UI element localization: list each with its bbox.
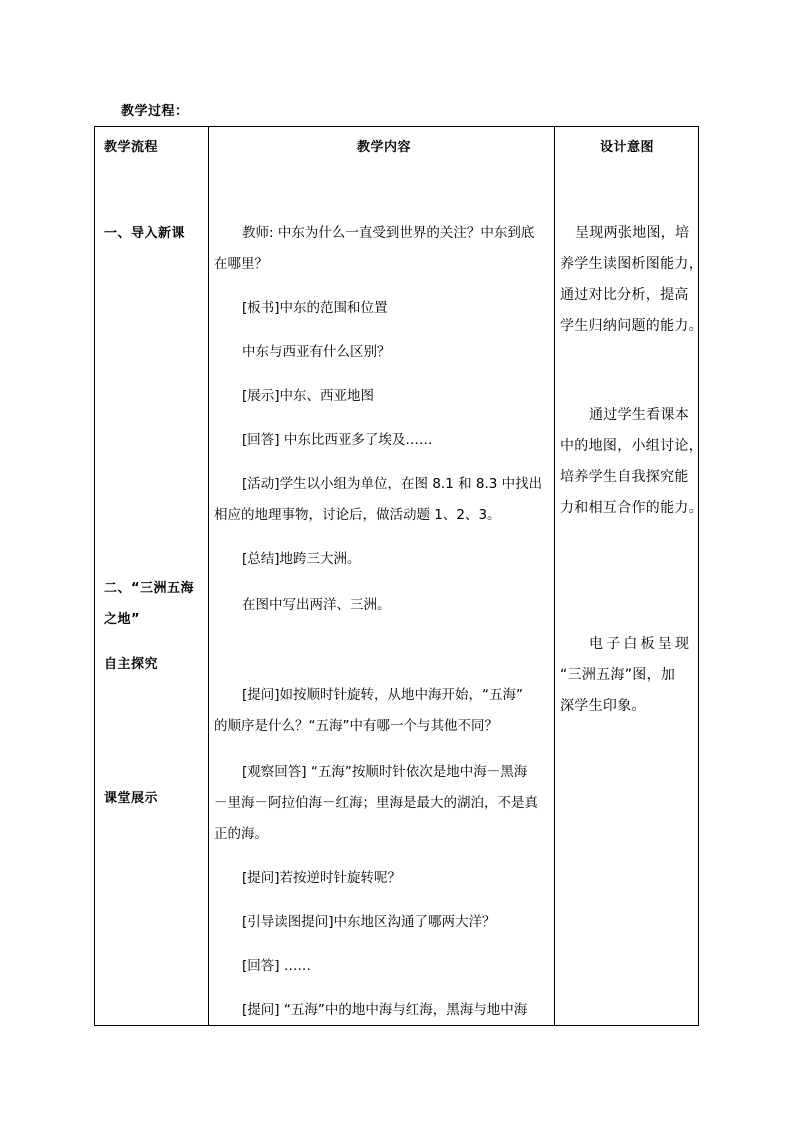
intent-line: 养学生读图析图能力， — [560, 256, 703, 272]
content-line: 相应的地理事物，讨论后，做活动题 1、2、3。 — [214, 507, 501, 523]
content-line: [总结]地跨三大洲。 — [242, 551, 361, 567]
intent-line: 中的地图，小组讨论， — [560, 438, 703, 454]
intent-line: 电子白板呈现 — [589, 636, 693, 652]
column-header-intent: 设计意图 — [600, 140, 655, 155]
content-line: 在图中写出两洋、三洲。 — [242, 597, 391, 613]
content-line: [活动]学生以小组为单位，在图 8.1 和 8.3 中找出 — [242, 476, 543, 492]
intent-line: 通过对比分析，提高 — [560, 287, 689, 303]
flow-step-self-explore: 自主探究 — [104, 657, 159, 672]
section-heading: 教学过程： — [121, 104, 189, 119]
content-line: 正的海。 — [214, 826, 268, 842]
column-header-flow: 教学流程 — [104, 140, 159, 155]
intent-line: “三洲五海”图，加 — [560, 667, 676, 683]
content-line: [引导读图提问]中东地区沟通了哪两大洋？ — [242, 914, 496, 930]
intent-line: 培养学生自我探究能 — [560, 469, 689, 485]
content-line: [提问]如按顺时针旋转，从地中海开始，“五海” — [242, 687, 524, 703]
flow-step-three-continents-cont: 之地” — [104, 612, 141, 627]
column-divider — [208, 127, 209, 1025]
flow-step-three-continents: 二、“三洲五海 — [104, 581, 195, 596]
content-line: [提问]若按逆时针旋转呢？ — [242, 870, 402, 886]
column-divider — [554, 127, 555, 1025]
content-line: [展示]中东、西亚地图 — [242, 388, 375, 404]
intent-line: 深学生印象。 — [560, 698, 646, 714]
content-line: [板书]中东的范围和位置 — [242, 300, 388, 316]
intent-line: 力和相互合作的能力。 — [560, 500, 703, 516]
flow-step-class-display: 课堂展示 — [104, 791, 159, 806]
content-line: [观察回答] “五海”按顺时针依次是地中海－黑海 — [242, 764, 528, 780]
flow-step-intro: 一、导入新课 — [104, 226, 186, 241]
column-header-content: 教学内容 — [357, 140, 412, 155]
content-line: 在哪里？ — [214, 256, 268, 272]
intent-line: 通过学生看课本 — [589, 407, 690, 423]
content-line: －里海－阿拉伯海－红海；里海是最大的湖泊，不是真 — [214, 795, 538, 811]
teaching-process-table — [94, 126, 703, 1026]
content-line: 的顺序是什么？“五海”中有哪一个与其他不同？ — [214, 718, 498, 734]
intent-line: 呈现两张地图，培 — [575, 225, 690, 241]
content-line: 教师: 中东为什么一直受到世界的关注？中东到底 — [242, 225, 535, 241]
content-line: [回答] 中东比西亚多了埃及…… — [242, 432, 433, 448]
intent-line: 学生归纳问题的能力。 — [560, 318, 703, 334]
content-line: 中东与西亚有什么区别？ — [242, 344, 391, 360]
content-line: [回答] …… — [242, 958, 311, 974]
content-line: [提问] “五海”中的地中海与红海，黑海与地中海 — [242, 1002, 528, 1018]
